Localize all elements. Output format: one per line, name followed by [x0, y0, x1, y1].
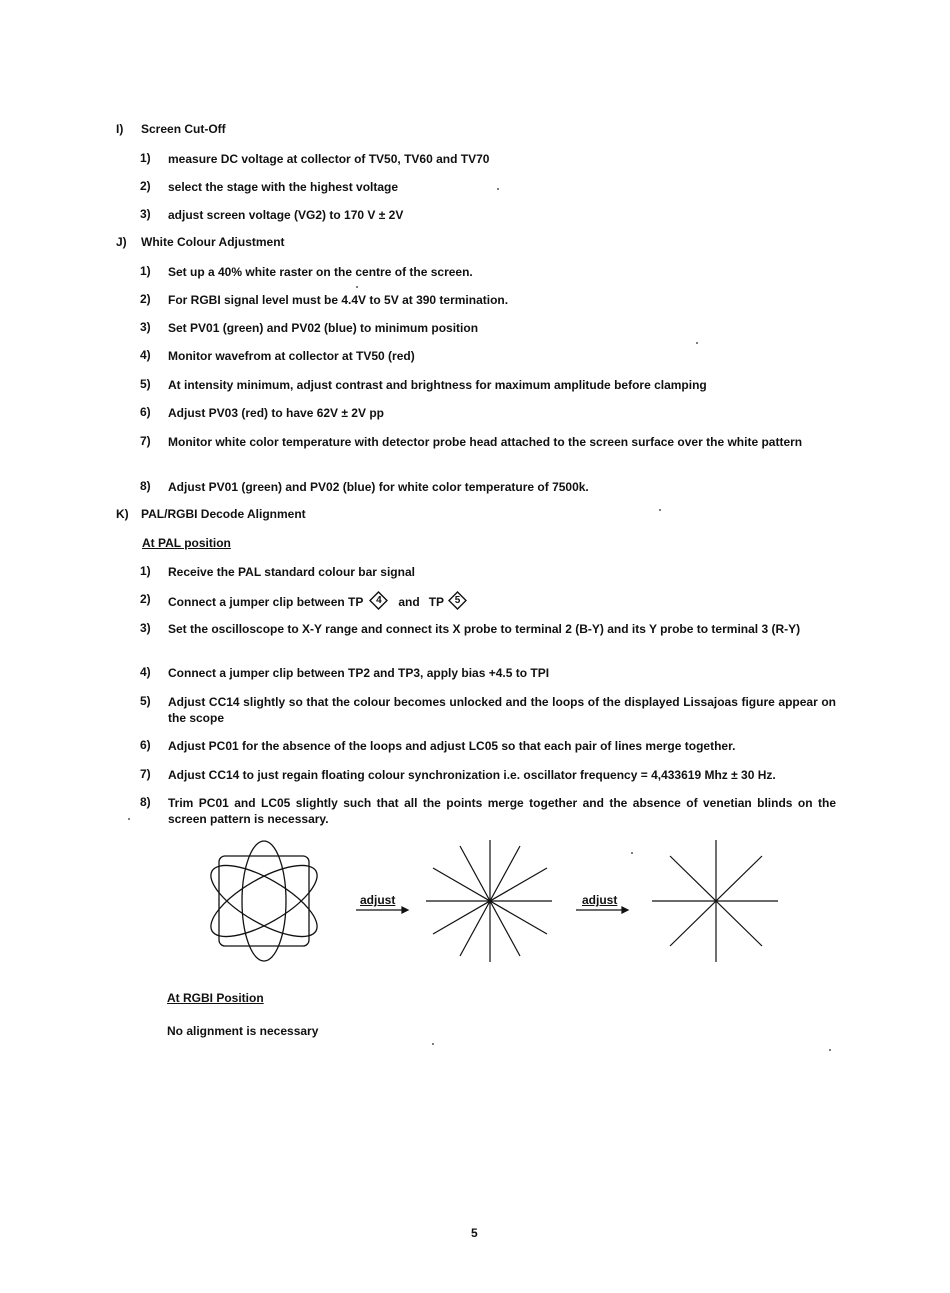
item-number: 6) [140, 405, 151, 419]
adjust-label-1: adjust [360, 893, 396, 907]
adjust-arrow-2 [576, 907, 628, 913]
item-text [168, 592, 836, 611]
section-title: PAL/RGBI Decode Alignment [141, 507, 306, 521]
item-number: 5) [140, 694, 151, 708]
item-text: select the stage with the highest voltage [168, 180, 399, 194]
item-text: Set up a 40% white raster on the centre of the screen. [168, 265, 473, 279]
lissajous-star-8-lines [652, 840, 778, 962]
page-number: 5 [471, 1226, 478, 1240]
item-text: Adjust PC01 for the absence of the loops and adjust LC05 so that each pair of lines merge together. [168, 739, 736, 753]
item-text: Set PV01 (green) and PV02 (blue) to minimum position [168, 321, 479, 335]
item-number: 3) [140, 621, 151, 635]
loop-diagonal-a [201, 852, 327, 950]
item-number: 1) [140, 264, 151, 278]
item-number: 6) [140, 738, 151, 752]
scan-speck [432, 1043, 434, 1045]
item-text: Trim PC01 and LC05 slightly such that all the points merge together and the absence of venetian blinds on the screen pattern is necessary. [168, 796, 836, 826]
test-point-number: 4 [376, 594, 382, 606]
adjust-label-2: adjust [582, 893, 618, 907]
item-number: 8) [140, 795, 151, 809]
item-number: 7) [140, 434, 151, 448]
item-number: 4) [140, 348, 151, 362]
scan-speck [128, 818, 130, 820]
item-text-part: and [398, 594, 420, 609]
item-number: 3) [140, 320, 151, 334]
item-text: Adjust CC14 to just regain floating colour synchronization i.e. oscillator frequency = 4,433619 Mhz ± 30 Hz. [168, 768, 776, 782]
item-number: 5) [140, 377, 151, 391]
item-number: 4) [140, 665, 151, 679]
loops-square [219, 856, 309, 946]
item-text: For RGBI signal level must be 4.4V to 5V at 390 termination. [168, 293, 509, 307]
rgbi-note: No alignment is necessary [167, 1024, 319, 1038]
scan-speck [659, 509, 661, 511]
item-number: 3) [140, 207, 151, 221]
adjust-arrow-1 [356, 907, 408, 913]
scan-speck [356, 286, 358, 288]
scan-speck [631, 852, 633, 854]
lissajous-star-12-lines [426, 840, 552, 962]
item-number: 2) [140, 592, 151, 606]
test-point-4-icon [369, 591, 388, 610]
section-title: White Colour Adjustment [141, 235, 285, 249]
pal-position-heading: At PAL position [142, 536, 231, 550]
item-text-part: Connect a jumper clip between TP [168, 594, 364, 609]
section-label: K) [116, 507, 129, 521]
lissajous-loops-figure [201, 841, 327, 961]
rgbi-position-heading: At RGBI Position [167, 991, 264, 1005]
item-text-line [168, 592, 469, 611]
item-text: Adjust CC14 slightly so that the colour becomes unlocked and the loops of the displayed Lissajoas figure appear on the scope [168, 695, 836, 725]
test-point-number: 5 [454, 594, 461, 606]
section-title: Screen Cut-Off [141, 122, 226, 136]
scan-speck [497, 188, 499, 190]
item-text: Monitor white color temperature with detector probe head attached to the screen surface over the white pattern [168, 435, 803, 449]
item-text: Adjust PV03 (red) to have 62V ± 2V pp [168, 406, 384, 420]
item-text: measure DC voltage at collector of TV50, TV60 and TV70 [168, 152, 490, 166]
item-text: Adjust PV01 (green) and PV02 (blue) for white color temperature of 7500k. [168, 480, 589, 494]
section-label: I) [116, 122, 124, 136]
item-number: 2) [140, 179, 151, 193]
item-text: Set the oscilloscope to X-Y range and connect its X probe to terminal 2 (B-Y) and its Y probe to terminal 3 (R-Y) [168, 622, 801, 636]
item-text: adjust screen voltage (VG2) to 170 V ± 2V [168, 208, 404, 222]
test-point-5-icon [448, 591, 467, 610]
item-text-part: TP [428, 594, 445, 609]
item-number: 1) [140, 151, 151, 165]
loop-vertical [242, 841, 286, 961]
section-label: J) [116, 235, 127, 249]
scan-speck [829, 1049, 831, 1051]
item-number: 2) [140, 292, 151, 306]
item-text: Connect a jumper clip between TP2 and TP3, apply bias +4.5 to TPI [168, 666, 550, 680]
item-text: Monitor wavefrom at collector at TV50 (red) [168, 349, 415, 363]
item-number: 1) [140, 564, 151, 578]
item-text: At intensity minimum, adjust contrast and brightness for maximum amplitude before clamping [168, 378, 707, 392]
item-text: Receive the PAL standard colour bar signal [168, 565, 415, 579]
item-number: 7) [140, 767, 151, 781]
item-number: 8) [140, 479, 151, 493]
scan-speck [696, 342, 698, 344]
loop-diagonal-b [201, 852, 327, 950]
